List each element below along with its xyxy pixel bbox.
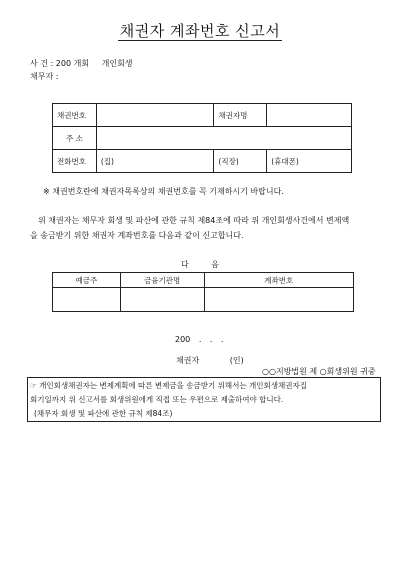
- note-creditor-number: ※ 채권번호란에 채권자목록상의 채권번호를 꼭 기재하시기 바랍니다.: [43, 187, 284, 196]
- signature-line: 채권자 (인): [176, 356, 244, 365]
- address-label: 주 소: [53, 127, 97, 150]
- case-type: 개인회생: [101, 59, 133, 68]
- account-number-field[interactable]: [204, 288, 354, 312]
- next-heading: 다 음: [181, 260, 219, 269]
- account-holder-field[interactable]: [53, 288, 121, 312]
- account-number-header: 계좌번호: [204, 273, 354, 288]
- mobile-phone-label: (휴대폰): [271, 156, 299, 166]
- work-phone-label: (직장): [218, 156, 239, 166]
- debtor-label: 채무자 :: [30, 72, 59, 81]
- notice-line3: (채무자 회생 및 파산에 관한 규칙 제84조): [34, 409, 173, 418]
- table-row: [53, 127, 352, 150]
- notice-line1: ☞ 개인회생채권자는 변제계획에 따른 변제금을 송금받기 위해서는 개인회생채권자집: [30, 381, 307, 390]
- account-table: [52, 272, 354, 312]
- bank-name-field[interactable]: [120, 288, 204, 312]
- creditor-name-field[interactable]: [267, 104, 352, 127]
- title-underline: [118, 40, 282, 41]
- page-title: 채권자 계좌번호 신고서: [119, 22, 281, 40]
- account-holder-header: 예금주: [53, 273, 121, 288]
- table-row: [53, 104, 352, 127]
- date-line: 200 . . .: [175, 335, 224, 344]
- creditor-name-label: 채권자명: [214, 104, 267, 127]
- home-phone-field[interactable]: [96, 150, 214, 173]
- creditor-info-table: [52, 103, 352, 173]
- table-row: [53, 288, 354, 312]
- table-row: [53, 273, 354, 288]
- case-line: [30, 58, 133, 69]
- creditor-no-label: 채권번호: [53, 104, 97, 127]
- phone-label: 전화번호: [53, 150, 97, 173]
- body-text-line2: 을 송금받기 위한 채권자 계좌번호를 다음과 같이 신고합니다.: [30, 231, 244, 240]
- mobile-phone-field[interactable]: [267, 150, 352, 173]
- case-label: 사 건 : 200 개회: [30, 59, 90, 68]
- address-field[interactable]: [96, 127, 351, 150]
- home-phone-label: (집): [100, 156, 114, 166]
- table-row: [53, 150, 352, 173]
- notice-line2: 회기일까지 위 신고서를 회생위원에게 직접 또는 우편으로 제출하여야 합니다.: [30, 395, 284, 404]
- work-phone-field[interactable]: [214, 150, 267, 173]
- bank-name-header: 금융기관명: [120, 273, 204, 288]
- court-line: ○○지방법원 제 ○회생위원 귀중: [262, 367, 376, 376]
- body-text-line1: 위 채권자는 채무자 회생 및 파산에 관한 규칙 제84조에 따라 위 개인회생사건에서 변제액: [38, 216, 350, 225]
- creditor-no-field[interactable]: [96, 104, 214, 127]
